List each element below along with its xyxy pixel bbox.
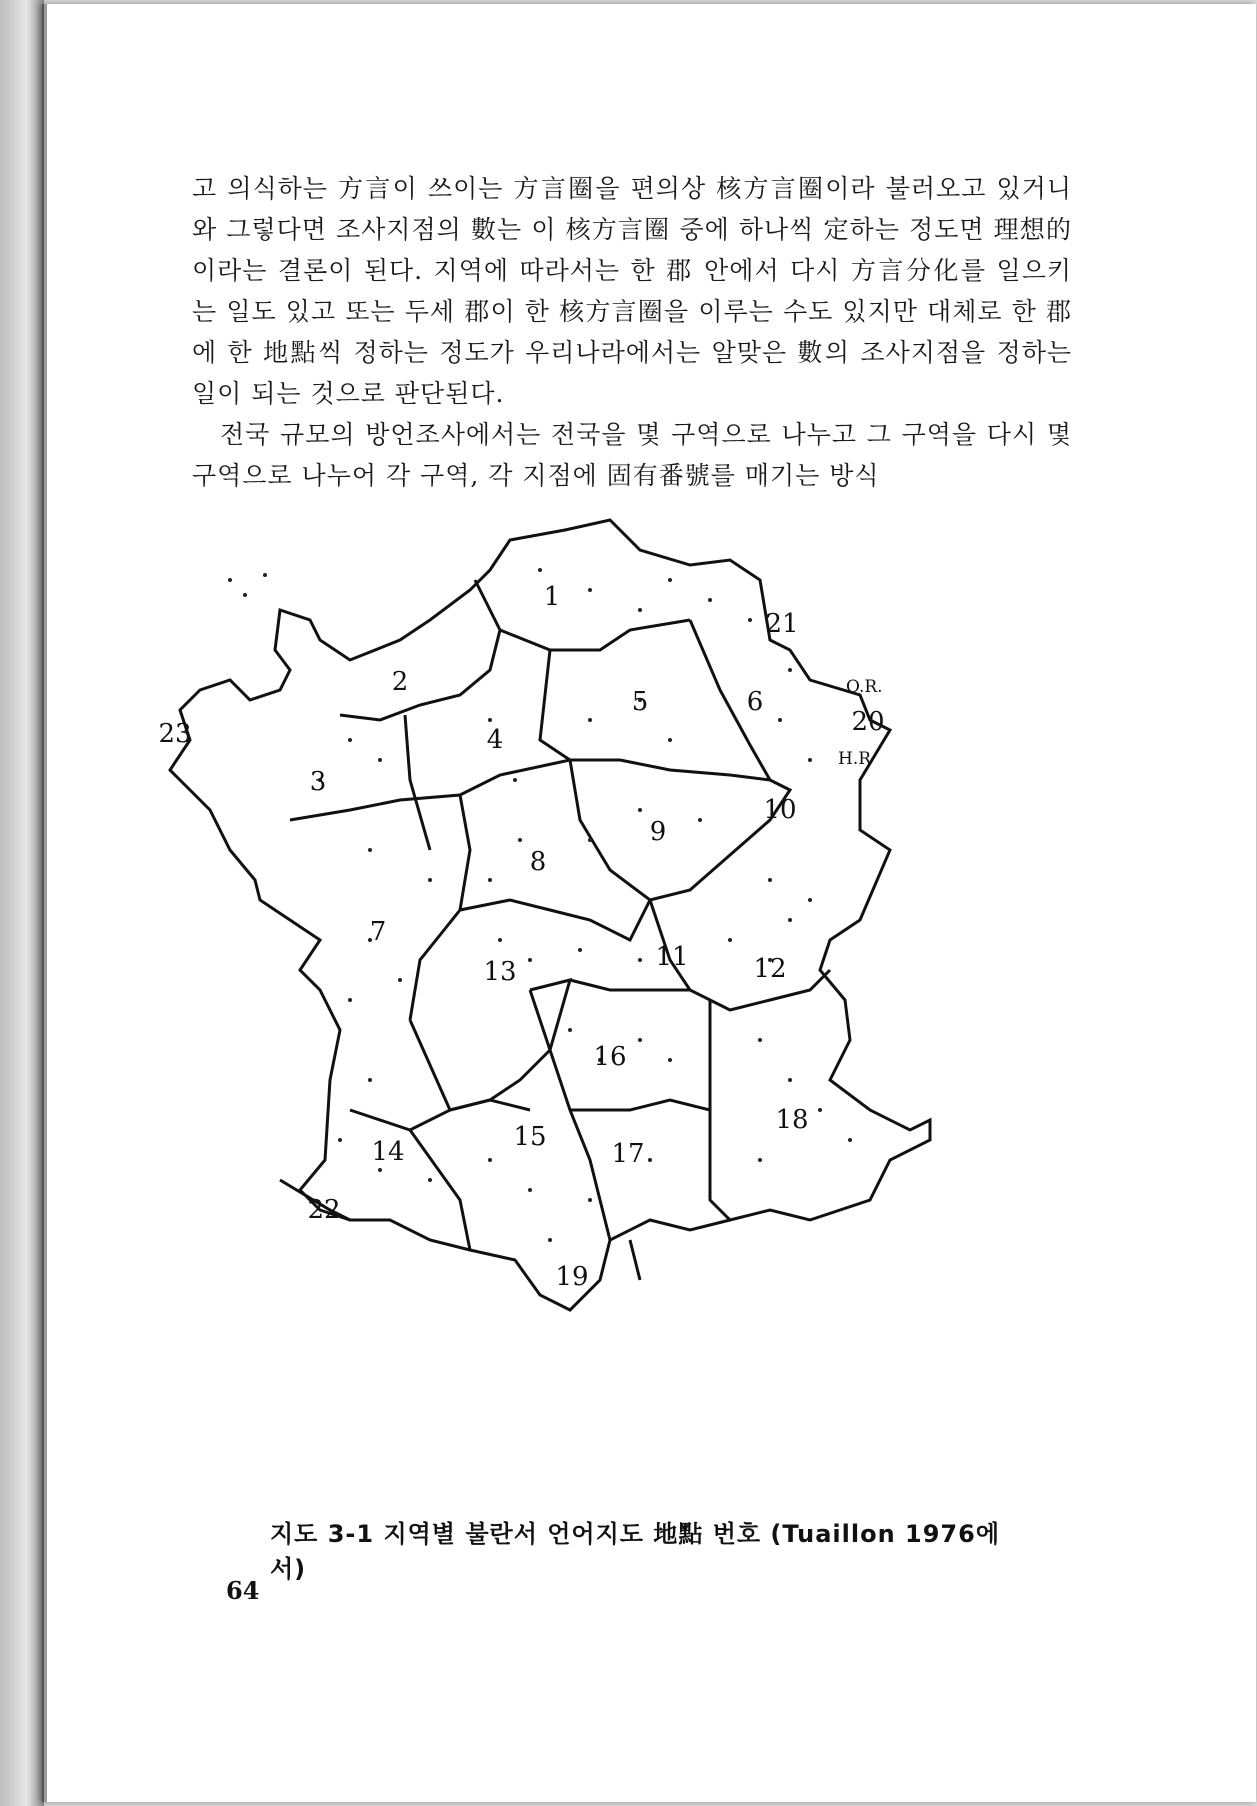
- paragraph-2: 전국 규모의 방언조사에서는 전국을 몇 구역으로 나누고 그 구역을 다시 몇 구역으로 나누어 각 구역, 각 지점에 固有番號를 매기는 방식: [192, 420, 1072, 490]
- region-label-10: 10: [763, 795, 797, 825]
- region-label-2: 2: [391, 667, 409, 697]
- region-label-12: 12: [753, 954, 787, 984]
- region-label-15: 15: [513, 1122, 547, 1152]
- region-label-1: 1: [543, 582, 561, 612]
- region-label-14: 14: [371, 1137, 405, 1167]
- book-spine-shadow: [0, 0, 44, 1806]
- region-label-8: 8: [529, 847, 547, 877]
- region-boundaries: [280, 580, 830, 1280]
- region-number-labels: [158, 582, 884, 1292]
- region-label-3: 3: [309, 767, 327, 797]
- region-label-11: 11: [655, 942, 689, 972]
- region-label-20: 20: [851, 707, 885, 737]
- map-caption: 지도 3-1 지역별 불란서 언어지도 地點 번호 (Tuaillon 1976에서): [270, 1520, 1000, 1583]
- region-label-18: 18: [775, 1105, 809, 1135]
- region-label-21: 21: [765, 609, 799, 639]
- paragraph-1: 고 의식하는 方言이 쓰이는 方言圈을 편의상 核方言圈이라 불러오고 있거니와 그렇다면 조사지점의 數는 이 核方言圈 중에 하나씩 定하는 정도면 理想的이라는 결론이 된다. 지역에 따라서는 한 郡 안에서 다시 方言分化를 일으키는 일도 있고 또는 두세 郡이 한 核方言圈을 이루는 수도 있지만 대체로 한 郡에 한 地點씩 정하는 정도가 우리나라에서는 알맞은 數의 조사지점을 정하는 일이 되는 것으로 판단된다.: [192, 174, 1072, 408]
- body-text: [192, 168, 1072, 496]
- region-label-23: 23: [158, 719, 192, 749]
- label-or: O.R.: [846, 677, 883, 697]
- region-label-4: 4: [486, 725, 504, 755]
- region-label-6: 6: [746, 687, 764, 717]
- region-label-22: 22: [307, 1195, 341, 1225]
- region-label-7: 7: [369, 917, 387, 947]
- region-label-13: 13: [483, 957, 517, 987]
- france-outline: [170, 520, 930, 1310]
- region-label-19: 19: [555, 1262, 589, 1292]
- region-label-17: 17: [611, 1139, 645, 1169]
- region-label-9: 9: [649, 817, 667, 847]
- france-dialect-map: [158, 520, 1080, 1500]
- map-svg: [158, 520, 1080, 1500]
- region-label-16: 16: [593, 1042, 627, 1072]
- label-hr: H.R: [838, 749, 872, 769]
- region-label-5: 5: [631, 687, 649, 717]
- page-number: 64: [226, 1576, 260, 1605]
